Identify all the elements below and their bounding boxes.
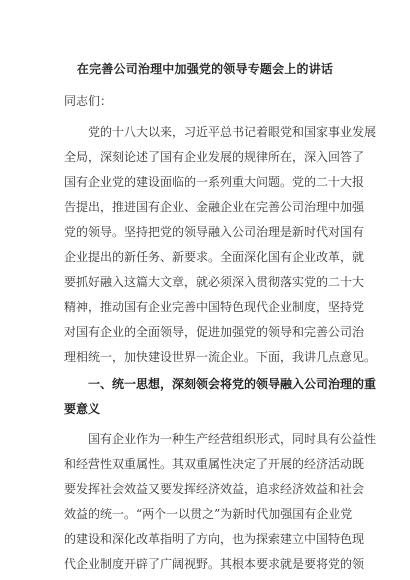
- paragraph-line: 企业提出的新任务、新要求。全面深化国有企业改革，就: [64, 250, 365, 264]
- paragraph-line: 和经营性双重属性。其双重属性决定了开展的经济活动既: [64, 457, 365, 471]
- section-heading: 要意义: [64, 402, 101, 416]
- paragraph-line: 效益的统一。“两个一以贯之”为新时代加强国有企业党: [64, 507, 353, 521]
- section-heading: 一、统一思想，深刻领会将党的领导融入公司治理的重: [88, 377, 377, 391]
- paragraph-line: 党的十八大以来，习近平总书记着眼党和国家事业发展: [88, 125, 377, 139]
- paragraph-line: 代企业制度开辟了广阔视野。其根本要求就是要将党的领: [64, 557, 365, 571]
- paragraph-line: 精神，推动国有企业完善中国特色现代企业制度，坚持党: [64, 300, 365, 314]
- paragraph-line: 理相统一，加快建设世界一流企业。下面，我讲几点意见。: [64, 350, 377, 364]
- paragraph-line: 全局，深刻论述了国有企业发展的规律所在，深入回答了: [64, 150, 365, 164]
- paragraph-line: 要发挥社会效益又要发挥经济效益，追求经济效益和社会: [64, 482, 365, 496]
- paragraph-line: 的建设和深化改革指明了方向，也为探索建立中国特色现: [64, 532, 365, 546]
- document-title: 在完善公司治理中加强党的领导专题会上的讲话: [76, 62, 334, 76]
- paragraph-line: 党的领导。坚持把党的领导融入公司治理是新时代对国有: [64, 225, 365, 239]
- paragraph-line: 国有企业党的建设面临的一系列重大问题。党的二十大报: [64, 175, 365, 189]
- paragraph-line: 告提出，推进国有企业、金融企业在完善公司治理中加强: [64, 200, 365, 214]
- salutation: 同志们：: [64, 94, 113, 108]
- paragraph-line: 要抓好融入这篇大文章，就必须深入贯彻落实党的二十大: [64, 275, 365, 289]
- paragraph-line: 国有企业作为一种生产经营组织形式，同时具有公益性: [88, 432, 377, 446]
- paragraph-line: 对国有企业的全面领导，促进加强党的领导和完善公司治: [64, 325, 365, 339]
